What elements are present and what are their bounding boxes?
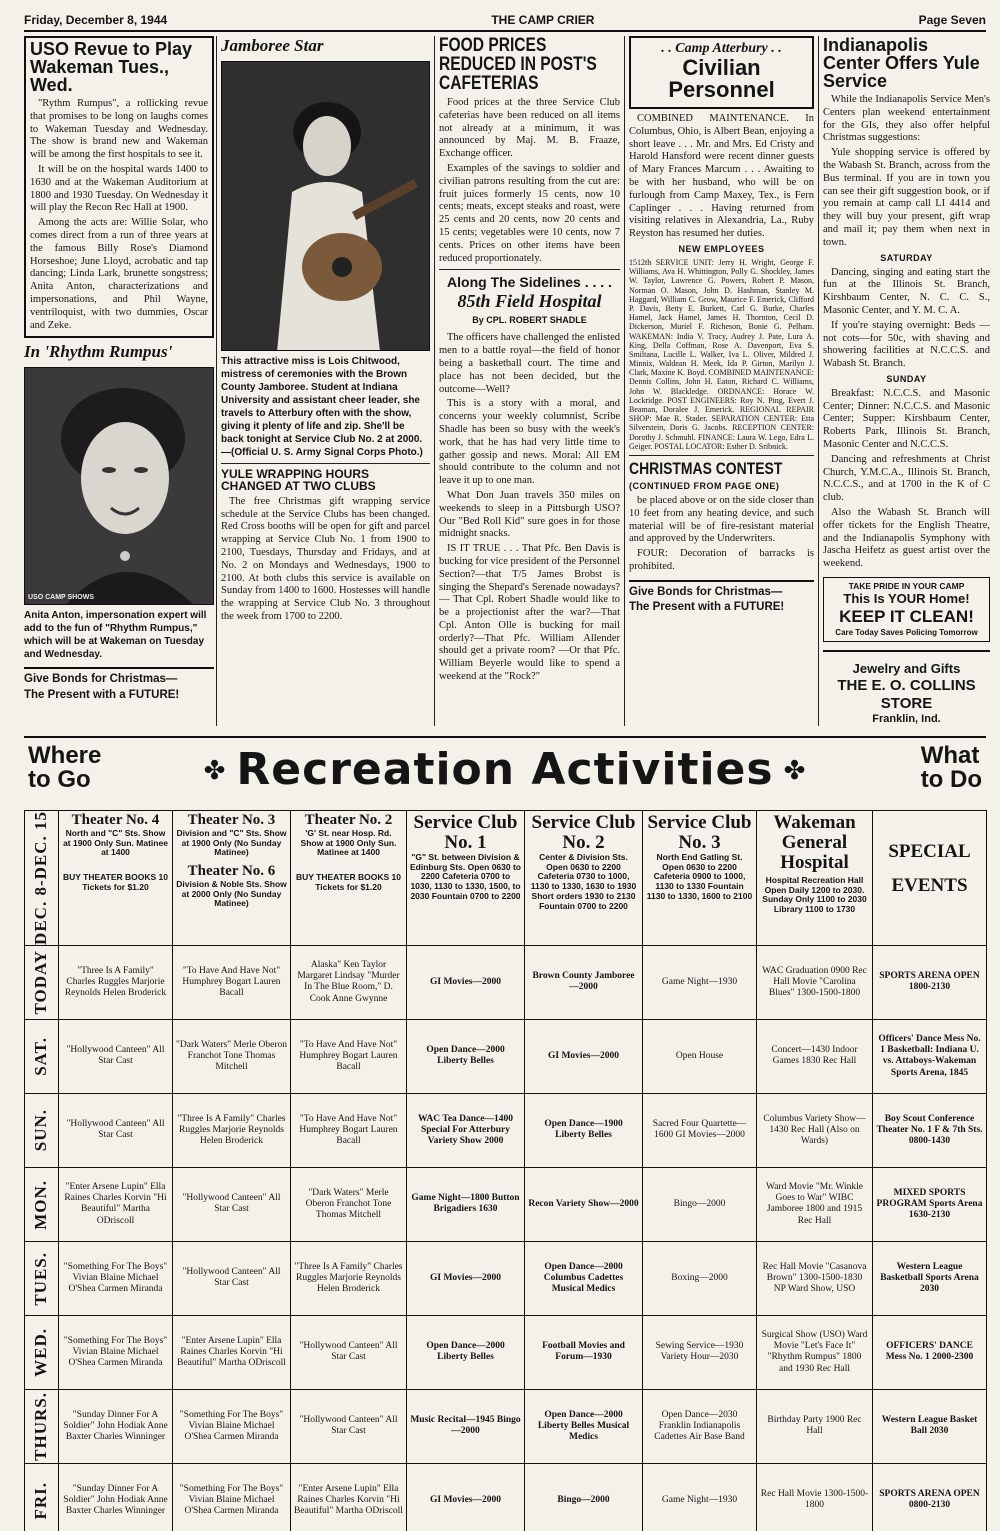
ad-line-1: Jewelry and Gifts — [852, 660, 961, 676]
day-label: THURS. — [31, 1392, 51, 1461]
schedule-cell: "Something For The Boys" Vivian Blaine Michael O'Shea Carmen Miranda — [59, 1315, 173, 1389]
venue-header: Theater No. 3 Division and "C" Sts. Show at 1900 Only (No Sunday Matinee) Theater No. 6 Division & Noble Sts. Show at 2000 Only (No Sunday Matinee) — [173, 811, 291, 946]
portrait-illustration — [25, 368, 214, 605]
article-paragraph: If you're staying overnight: Beds —not cots—for 50c, with shaving and showering facilities at N.C.C.S. and Wabash St. Branch. — [823, 319, 990, 370]
schedule-cell: "Enter Arsene Lupin" Ella Raines Charles Korvin "Hi Beautiful" Martha ODriscoll — [59, 1167, 173, 1241]
schedule-cell: "To Have And Have Not" Humphrey Bogart Lauren Bacall — [291, 1093, 407, 1167]
schedule-cell: Western League Basket Ball 2030 — [873, 1389, 987, 1463]
schedule-cell: Surgical Show (USO) Ward Movie "Let's Face It" "Rhythm Rumpus" 1800 and 1930 Rec Hall — [757, 1315, 873, 1389]
collins-store-ad — [823, 650, 990, 726]
schedule-cell: WAC Tea Dance—1400 Special For Atterbury Variety Show 2000 — [407, 1093, 525, 1167]
venue-header: Wakeman General Hospital Hospital Recreation Hall Open Daily 1200 to 2030. Sunday Only 1100 to 2030 Library 1100 to 1730 — [757, 811, 873, 946]
schedule-cell: "Something For The Boys" Vivian Blaine Michael O'Shea Carmen Miranda — [173, 1389, 291, 1463]
schedule-cell: Open Dance—2000 Liberty Belles Musical Medics — [525, 1389, 643, 1463]
schedule-cell: Open Dance—2000 Columbus Cadettes Musical Medics — [525, 1241, 643, 1315]
schedule-cell: "To Have And Have Not" Humphrey Bogart Lauren Bacall — [291, 1019, 407, 1093]
schedule-cell: "Hollywood Canteen" All Star Cast — [173, 1167, 291, 1241]
schedule-cell: Open Dance—2000 Liberty Belles — [407, 1019, 525, 1093]
new-employees-subhead: NEW EMPLOYEES — [678, 244, 765, 255]
schedule-cell: Boxing—2000 — [643, 1241, 757, 1315]
jamboree-star-headline: Jamboree Star — [221, 36, 324, 55]
day-label: TUES. — [31, 1251, 51, 1306]
schedule-cell: Alaska" Ken Taylor Margaret Lindsay "Murder In The Blue Room," D. Cook Anne Gwynne — [291, 945, 407, 1019]
venue-header: Service Club No. 1 "G" St. between Division & Edinburg Sts. Open 0630 to 2200 Cafeteria 0700 to 1030, 1130 to 1330, 1500, to 2030 Fountain 0700 to 2200 — [407, 811, 525, 946]
article-paragraph: FOUR: Decoration of barracks is prohibited. — [629, 548, 814, 572]
table-header-row — [25, 811, 987, 946]
schedule-cell: Sacred Four Quartette—1600 GI Movies—2000 — [643, 1093, 757, 1167]
day-label: SUN. — [31, 1109, 51, 1152]
table-row — [25, 1093, 987, 1167]
schedule-cell: "Dark Waters" Merle Oberon Franchot Tone Thomas Mitchell — [291, 1167, 407, 1241]
table-row — [25, 1389, 987, 1463]
article-paragraph: While the Indianapolis Service Men's Centers plan weekend entertainment for the GIs, they also offer helpful Christmas suggestions: — [823, 94, 990, 144]
schedule-cell: Game Night—1800 Button Brigadiers 1630 — [407, 1167, 525, 1241]
schedule-cell: SPORTS ARENA OPEN 0800-2130 — [873, 1463, 987, 1531]
rhythm-rumpus-photo-heading: In 'Rhythm Rumpus' — [24, 342, 173, 362]
schedule-cell: Rec Hall Movie 1300-1500-1800 — [757, 1463, 873, 1531]
schedule-cell: GI Movies—2000 — [407, 945, 525, 1019]
venue-header: Service Club No. 3 North End Gatling St. Open 0630 to 2200 Cafeteria 0900 to 1000, 1130 to 1330 Fountain 1130 to 1330, 1600 to 2100 — [643, 811, 757, 946]
schedule-cell: Recon Variety Show—2000 — [525, 1167, 643, 1241]
schedule-cell: Music Recital—1945 Bingo—2000 — [407, 1389, 525, 1463]
schedule-cell: "Hollywood Canteen" All Star Cast — [59, 1019, 173, 1093]
article-paragraph: Among the acts are: Willie Solar, who comes direct from a run of three years at the famous Billy Rose's Diamond Horseshoe; June Lloyd, acrobatic and tap dancing; Linda Lark, brunette songstress; Anita Anton, characterizations and impersonations, and Phil Wayne, ventriloquist, with two dummies, Oscar and Zeke. — [30, 217, 208, 331]
schedule-cell: Football Movies and Forum—1930 — [525, 1315, 643, 1389]
lois-chitwood-caption: This attractive miss is Lois Chitwood, mistress of ceremonies with the Brown County Jamboree. Student at Indiana University and assistant cheer leader, she travels to Atterbury often with the show, giving it plenty of life and zip. She'll be back tonight at Service Club No. 2 at 2000.—(Official U. S. Army Signal Corps Photo.) — [221, 355, 423, 458]
schedule-cell: Bingo—2000 — [643, 1167, 757, 1241]
page-number: Page Seven — [918, 12, 986, 27]
uso-revue-headline: USO Revue to Play Wakeman Tues., Wed. — [30, 39, 193, 95]
uso-revue-article — [24, 36, 214, 338]
promo-line-3: KEEP IT CLEAN! — [839, 607, 974, 627]
schedule-cell: "Hollywood Canteen" All Star Cast — [59, 1093, 173, 1167]
article-paragraph: Also the Wabash St. Branch will offer tickets for the English Theatre, and the Indianapolis Symphony with Jascha Heifetz as guest artist over the weekend. — [823, 507, 990, 570]
schedule-cell: OFFICERS' DANCE Mess No. 1 2000-2300 — [873, 1315, 987, 1389]
column-food-prices — [434, 36, 620, 726]
byline: By CPL. ROBERT SHADLE — [472, 315, 587, 326]
article-paragraph: IS IT TRUE . . . That Pfc. Ben Davis is bucking for vice president of the Personnel Section?—that T/5 James Brobst is singing the Shepard's Serenade nowadays? — That Cpl. Robert Shadle would like to be a projectionist after the war?—That Cpl. Anton Olle is bucking for mail orderly?—That Pfc. William Allender should get a private room? —Or that Pfc. William Beyerle would like to spend a weekend at the "Rock?" — [439, 543, 620, 683]
issue-date: Friday, December 8, 1944 — [24, 12, 168, 27]
schedule-cell: "Something For The Boys" Vivian Blaine Michael O'Shea Carmen Miranda — [59, 1241, 173, 1315]
schedule-cell: Open House — [643, 1019, 757, 1093]
sidelines-subheading: 85th Field Hospital — [457, 291, 602, 312]
ad-line-3: Franklin, Ind. — [872, 713, 941, 726]
schedule-cell: Rec Hall Movie "Casanova Brown" 1300-1500-1830 NP Ward Show, USO — [757, 1241, 873, 1315]
schedule-cell: GI Movies—2000 — [407, 1241, 525, 1315]
schedule-cell: MIXED SPORTS PROGRAM Sports Arena 1630-2130 — [873, 1167, 987, 1241]
clover-ornament-icon: ✤ — [783, 756, 807, 787]
article-paragraph: What Don Juan travels 350 miles on weekends to sleep in a Pittsburgh USO? Our "Bed Roll Kid" sure goes in for those midnight snacks. — [439, 489, 620, 540]
top-section — [24, 36, 990, 726]
table-row — [25, 1241, 987, 1315]
bonds-line-1: Give Bonds for Christmas— — [24, 673, 178, 686]
table-row — [25, 1463, 987, 1531]
day-label-cell — [25, 1389, 59, 1463]
article-paragraph: The officers have challenged the enlisted men to a battle royal—the field of honor being a basketball court. The time and place has not been decided, but the outcome—Well? — [439, 332, 620, 395]
schedule-cell: Game Night—1930 — [643, 945, 757, 1019]
schedule-cell: WAC Graduation 0900 Rec Hall Movie "Carolina Blues" 1300-1500-1800 — [757, 945, 873, 1019]
schedule-cell: "Enter Arsene Lupin" Ella Raines Charles Korvin "Hi Beautiful" Martha ODriscoll — [173, 1315, 291, 1389]
where-to-go: Where to Go — [28, 742, 102, 793]
uso-camp-shows-tag: USO CAMP SHOWS — [28, 593, 94, 601]
schedule-cell: Boy Scout Conference Theater No. 1 F & 7th Sts. 0800-1430 — [873, 1093, 987, 1167]
schedule-cell: GI Movies—2000 — [407, 1463, 525, 1531]
schedule-cell: Open Dance—2030 Franklin Indianapolis Cadettes Air Base Band — [643, 1389, 757, 1463]
schedule-cell: "Something For The Boys" Vivian Blaine Michael O'Shea Carmen Miranda — [173, 1463, 291, 1531]
schedule-cell: "Sunday Dinner For A Soldier" John Hodiak Anne Baxter Charles Winninger — [59, 1389, 173, 1463]
recreation-activities-title: ✤ Recreation Activities ✤ — [203, 744, 807, 795]
indianapolis-headline: Indianapolis Center Offers Yule Service — [823, 36, 980, 91]
new-employees-list: 1512th SERVICE UNIT: Jerry H. Wright, George F. Williams, Ava H. Whittington, Polly G. Shockley, James W. Taylor, Lawrence G. Powers, Robert P. Mason, Norman O. Mason, John D. Hashman, Stanley M. Haggard, William C. Grow, Maurice F. Emerick, Clifford P. Davis, Betty E. Burkett, Carl G. Burke, Charles Hamel, Jack Hamel, James H. Thornton, Cecil D. Dickerson, Muriel F. Richeson, Bonie G. Pelham. WAKEMAN: India V. Tracy, Audrey J. Pate, Lura A. King, Della Coffman, Rose A. Davenport, Eva S. Smiltana, Lucille L. Walker, Iva L. Oliver, Mildred J. Minnix, Waldean H. Meek, Ida P. Girton, Marilyn J. Clark, Maxine K. Boyd. COMBINED MAINTENANCE: Dennis Collins, John H. Eaton, Richard C. Williams, John W. Blackledge. ORDNANCE: Horace W. Lockridge. POST ENGINEERS: Roy N. Ping, Evert J. Beaman, Doralee J. Emerick. REGIONAL REPAIR SHOP: Mae R. Stader. SEPARATION CENTER: Etta Silverstein, Doris G. Jacobs. RECEPTION CENTER: Dorothy J. Schmuhl. FINANCE: Laura W. Lego, Edra L. Geiger. POSTAL LOCATOR: Esther D. Sribnick. — [629, 258, 814, 451]
article-paragraph: The free Christmas gift wrapping service schedule at the Service Clubs has been changed. Red Cross booths will be open for gift and parcel wrapping at Service Club No. 1 from 1900 to 2100, Tuesdays, Thursday and Fridays, and at No. 2 on Mondays and Wednesdays, 1900 to 2100. At both clubs this service is available on Sunday from 1400 to 1600. Hostesses will handle the wrapping at Service Club No. 3 throughout the week from 1700 to 2200. — [221, 495, 430, 622]
bonds-line-1: Give Bonds for Christmas— — [629, 585, 783, 598]
article-paragraph: "Rythm Rumpus", a rollicking revue that promises to be long on laughs comes to Wakeman Tuesday and Wednesday. The show is brand new and Wakeman will be among the first hospitals to see it. — [30, 98, 208, 161]
article-paragraph: Yule shopping service is offered by the Wabash St. Branch, across from the Bus terminal. If you are in town you can see their gift suggestion book, or if you remain at camp call LI 4414 and they will buy your present, gift wrap and mail it; pay them when next in town. — [823, 147, 990, 248]
schedule-cell: "Enter Arsene Lupin" Ella Raines Charles Korvin "Hi Beautiful" Martha ODriscoll — [291, 1463, 407, 1531]
clover-ornament-icon: ✤ — [203, 756, 227, 787]
column-indianapolis — [818, 36, 990, 726]
yule-wrapping-headline: YULE WRAPPING HOURS CHANGED AT TWO CLUBS — [221, 466, 376, 493]
schedule-cell: Open Dance—2000 Liberty Belles — [407, 1315, 525, 1389]
schedule-cell: Concert—1430 Indoor Games 1830 Rec Hall — [757, 1019, 873, 1093]
guitar-player-illustration — [222, 62, 430, 351]
schedule-cell: Bingo—2000 — [525, 1463, 643, 1531]
day-label: TODAY — [31, 950, 51, 1015]
schedule-cell: "Hollywood Canteen" All Star Cast — [173, 1241, 291, 1315]
table-row — [25, 1167, 987, 1241]
schedule-cell: "To Have And Have Not" Humphrey Bogart Lauren Bacall — [173, 945, 291, 1019]
schedule-cell: "Dark Waters" Merle Oberon Franchot Tone Thomas Mitchell — [173, 1019, 291, 1093]
day-label-cell — [25, 1093, 59, 1167]
article-paragraph: COMBINED MAINTENANCE. In Columbus, Ohio, is Albert Bean, enjoying a short leave . . . Mr. and Mrs. Ed Cristy and Harold Hansford were recent dinner guests of Mary Frances Marcum . . . Awaiting to be with her husband, who will be on furlough from Camp Maxey, Tex., is Fern Caplinger . . . Having returned from visiting relatives in Alexandria, La., Ruby Reyston has resumed her duties. — [629, 113, 814, 240]
article-paragraph: Dancing and refreshments at Christ Church, Y.M.C.A., Illinois St. Branch, N.C.C.S., and at 1700 in the K of C club. — [823, 453, 990, 504]
schedule-cell: "Three Is A Family" Charles Ruggles Marjorie Reynolds Helen Broderick — [59, 945, 173, 1019]
sunday-subhead: SUNDAY — [886, 373, 927, 384]
day-label: WED. — [31, 1328, 51, 1377]
column-jamboree — [216, 36, 430, 726]
schedule-cell: "Hollywood Canteen" All Star Cast — [291, 1315, 407, 1389]
keep-it-clean-promo — [823, 577, 990, 642]
table-row — [25, 1315, 987, 1389]
schedule-cell: Game Night—1930 — [643, 1463, 757, 1531]
what-to-do: What to Do — [920, 742, 982, 793]
anita-anton-caption: Anita Anton, impersonation expert will add to the fun of "Rhythm Rumpus," which will be at Wakeman on Tuesday and Wednesday. — [24, 610, 207, 661]
column-uso-revue — [24, 36, 214, 726]
venue-header: SPECIAL EVENTS — [873, 811, 987, 946]
article-paragraph: This is a story with a moral, and concerns your weekly columnist, Scribe Shadle has been so busy with the week's work, that he has had very little time to gather gossip and news. Moral: All EM should contribute to the column and not leave it up to one man. — [439, 398, 620, 487]
lois-chitwood-photo — [221, 61, 430, 351]
article-paragraph: Breakfast: N.C.C.S. and Masonic Center; Dinner: N.C.C.S. and Masonic Center; Supper: Kirshbaum Center, Roberts Park, Illinois St. Branch, Masonic Center and N.C.C.S. — [823, 387, 990, 451]
table-row — [25, 1019, 987, 1093]
promo-line-2: This Is YOUR Home! — [843, 591, 970, 607]
schedule-cell: Brown County Jamboree—2000 — [525, 945, 643, 1019]
continued-note: (CONTINUED FROM PAGE ONE) — [629, 480, 780, 491]
schedule-cell: Ward Movie "Mr. Winkle Goes to War" WIBC Jamboree 1800 and 1915 Rec Hall — [757, 1167, 873, 1241]
day-label-cell — [25, 1241, 59, 1315]
day-label-cell — [25, 1463, 59, 1531]
schedule-cell: "Hollywood Canteen" All Star Cast — [291, 1389, 407, 1463]
christmas-contest-headline: CHRISTMAS CONTEST — [629, 458, 783, 478]
venue-header: Service Club No. 2 Center & Division Sts. Open 0630 to 2200 Cafeteria 0730 to 1000, 1130 to 1330, 1630 to 1930 Short orders 1930 to 2130 Fountain 0700 to 2200 — [525, 811, 643, 946]
day-label-cell — [25, 1019, 59, 1093]
sidelines-heading: Along The Sidelines . . . . — [447, 274, 612, 291]
day-label: MON. — [31, 1179, 51, 1230]
food-prices-headline: FOOD PRICES REDUCED IN POST'S CAFETERIAS — [439, 36, 597, 94]
civilian-personnel-banner — [629, 36, 814, 109]
recreation-schedule-table — [24, 810, 987, 1531]
bonds-line-2: The Present with a FUTURE! — [24, 688, 180, 701]
civilian-personnel-headline: Civilian Personnel — [668, 55, 775, 103]
paper-name: THE CAMP CRIER — [491, 12, 595, 27]
schedule-cell: "Sunday Dinner For A Soldier" John Hodiak Anne Baxter Charles Winninger — [59, 1463, 173, 1531]
camp-atterbury-kicker: . . Camp Atterbury . . — [661, 41, 782, 56]
bonds-slogan — [24, 667, 214, 703]
schedule-cell: SPORTS ARENA OPEN 1800-2130 — [873, 945, 987, 1019]
day-label: FRI. — [31, 1481, 51, 1520]
day-label: SAT. — [31, 1037, 51, 1076]
venue-header: Theater No. 4 North and "C" Sts. Show at 1900 Only Sun. Matinee at 1400 BUY THEATER BOOKS 10 Tickets for $1.20 — [59, 811, 173, 946]
promo-line-1: TAKE PRIDE IN YOUR CAMP — [848, 581, 965, 592]
recreation-banner — [24, 736, 986, 806]
schedule-cell: Western League Basketball Sports Arena 2030 — [873, 1241, 987, 1315]
schedule-cell: Columbus Variety Show—1430 Rec Hall (Also on Wards) — [757, 1093, 873, 1167]
day-label-cell — [25, 1315, 59, 1389]
bonds-line-2: The Present with a FUTURE! — [629, 601, 785, 614]
schedule-cell: Open Dance—1900 Liberty Belles — [525, 1093, 643, 1167]
article-paragraph: It will be on the hospital wards 1400 to 1630 and at the Wakeman Auditorium at 1800 and 1930 Tuesday. On Wednesday it will play the Recon Rec Hall at 1900. — [30, 163, 208, 214]
day-label-cell — [25, 945, 59, 1019]
date-range-cell: DEC. 8-DEC. 15 — [25, 811, 59, 946]
venue-header: Theater No. 2 'G' St. near Hosp. Rd. Show at 1900 Only Sun. Matinee at 1400 BUY THEATER BOOKS 10 Tickets for $1.20 — [291, 811, 407, 946]
ad-line-2: THE E. O. COLLINS STORE — [837, 676, 976, 712]
column-civilian-personnel — [624, 36, 814, 726]
schedule-cell: Sewing Service—1930 Variety Hour—2030 — [643, 1315, 757, 1389]
schedule-cell: "Three Is A Family" Charles Ruggles Marjorie Reynolds Helen Broderick — [173, 1093, 291, 1167]
schedule-body — [25, 945, 987, 1531]
schedule-cell: Officers' Dance Mess No. 1 Basketball: Indiana U. vs. Attaboys-Wakeman Sports Arena, 1845 — [873, 1019, 987, 1093]
schedule-cell: "Three Is A Family" Charles Ruggles Marjorie Reynolds Helen Broderick — [291, 1241, 407, 1315]
anita-anton-photo — [24, 367, 214, 605]
day-label-cell — [25, 1167, 59, 1241]
schedule-cell: Birthday Party 1900 Rec Hall — [757, 1389, 873, 1463]
article-paragraph: be placed above or on the side closer than 10 feet from any heating device, and such material will be of fire-resistant material and approved by the Underwriters. — [629, 494, 814, 545]
article-paragraph: Dancing, singing and eating start the fun at the Illinois St. Branch, Kirshbaum Center, N. C. C. S., Masonic Center, and Y. M. C. A. — [823, 266, 990, 316]
article-paragraph: Examples of the savings to soldier and civilian patrons resulting from the cut are: fruit juices formerly 15 cents, now 10 cents; meats, except steaks and roast, were 25 cents and 20 cents, now 20 cents and 15 cents; vegetables were 10 cents, now 7 cents. Prices on other items have been reduced proportionately. — [439, 162, 620, 264]
table-row — [25, 945, 987, 1019]
bonds-slogan — [629, 580, 814, 616]
masthead — [24, 10, 986, 32]
article-paragraph: Food prices at the three Service Club cafeterias have been reduced on all items not already at a minimum, it was announced by Maj. M. B. Fraaze, Exchange officer. — [439, 97, 620, 160]
saturday-subhead: SATURDAY — [880, 252, 933, 263]
promo-line-4: Care Today Saves Policing Tomorrow — [835, 627, 978, 637]
schedule-cell: GI Movies—2000 — [525, 1019, 643, 1093]
